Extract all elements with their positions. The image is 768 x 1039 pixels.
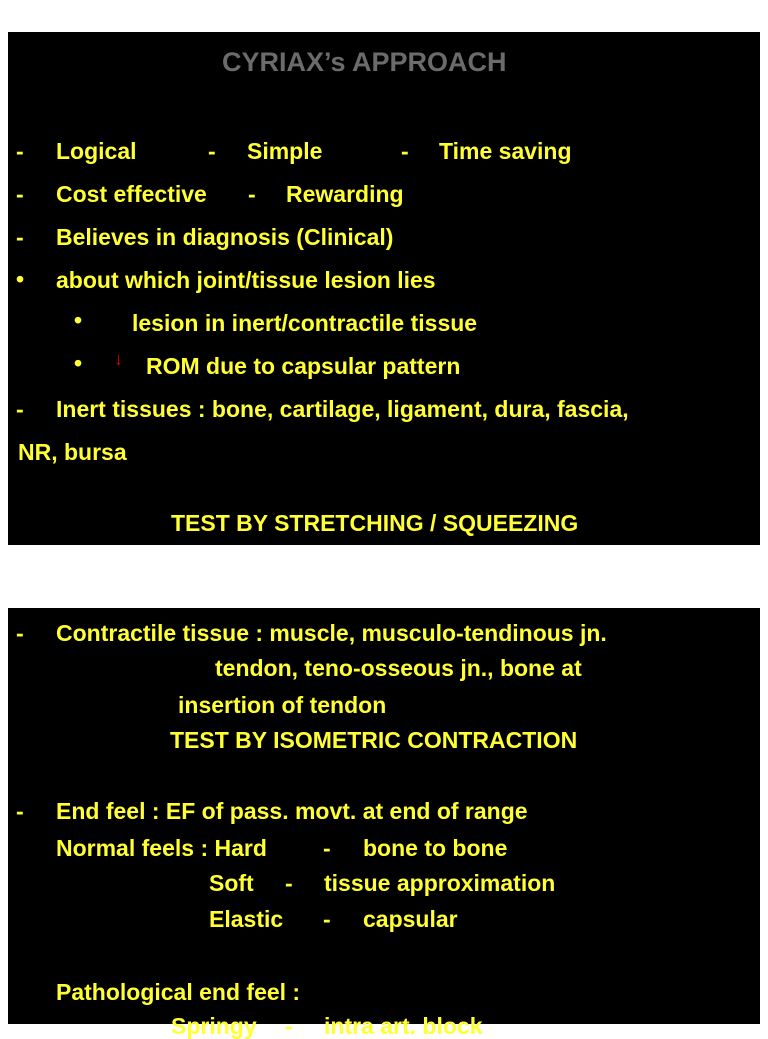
endfeel-line-1: End feel : EF of pass. movt. at end of range	[56, 798, 528, 824]
soft-label: Soft	[209, 870, 254, 896]
elastic-description: capsular	[363, 906, 458, 932]
contractile-line-1: Contractile tissue : muscle, musculo-tendinous jn.	[56, 620, 607, 646]
bullet-marker: •	[74, 307, 83, 333]
dash-marker: -	[16, 798, 24, 824]
dash-marker: -	[16, 138, 24, 164]
bullet-marker: •	[16, 266, 25, 292]
item-cost-effective: Cost effective	[56, 181, 207, 207]
item-logical: Logical	[56, 138, 137, 164]
bullet-marker: •	[74, 350, 83, 376]
slide-title: CYRIAX’s APPROACH	[222, 47, 507, 77]
item-simple: Simple	[247, 138, 323, 164]
dash-marker: -	[285, 1013, 293, 1039]
dash-marker: -	[401, 138, 409, 164]
dash-marker: -	[16, 620, 24, 646]
dash-marker: -	[323, 906, 331, 932]
slide-contractile-endfeel	[8, 608, 760, 1039]
dash-marker: -	[16, 224, 24, 250]
item-inert-tissues: Inert tissues : bone, cartilage, ligament, dura, fascia,	[56, 396, 629, 422]
dash-marker: -	[323, 835, 331, 861]
item-believes-diagnosis: Believes in diagnosis (Clinical)	[56, 224, 394, 250]
dash-marker: -	[248, 181, 256, 207]
elastic-label: Elastic	[209, 906, 284, 932]
dash-marker: -	[285, 870, 293, 896]
hard-description: bone to bone	[363, 835, 508, 861]
item-inert-tissues-cont: NR, bursa	[18, 439, 127, 465]
test-stretching: TEST BY STRETCHING / SQUEEZING	[171, 510, 579, 536]
contractile-line-3: insertion of tendon	[178, 692, 387, 718]
item-joint-tissue: about which joint/tissue lesion lies	[56, 267, 436, 293]
dash-marker: -	[16, 181, 24, 207]
springy-description: intra art. block	[324, 1013, 483, 1039]
test-isometric: TEST BY ISOMETRIC CONTRACTION	[170, 727, 578, 753]
item-time-saving: Time saving	[439, 138, 572, 164]
contractile-line-2: tendon, teno-osseous jn., bone at	[215, 655, 582, 681]
normal-feels-hard: Normal feels : Hard	[56, 835, 267, 861]
pathological-endfeel: Pathological end feel :	[56, 979, 301, 1005]
down-arrow-icon: ↓	[114, 349, 123, 369]
slide-cyriax-approach	[8, 32, 760, 545]
item-rewarding: Rewarding	[286, 181, 404, 207]
dash-marker: -	[208, 138, 216, 164]
springy-label: Springy	[171, 1013, 257, 1039]
soft-description: tissue approximation	[324, 870, 556, 896]
item-lesion-inert: lesion in inert/contractile tissue	[132, 310, 478, 336]
dash-marker: -	[16, 396, 24, 422]
item-rom-capsular: ROM due to capsular pattern	[146, 353, 461, 379]
